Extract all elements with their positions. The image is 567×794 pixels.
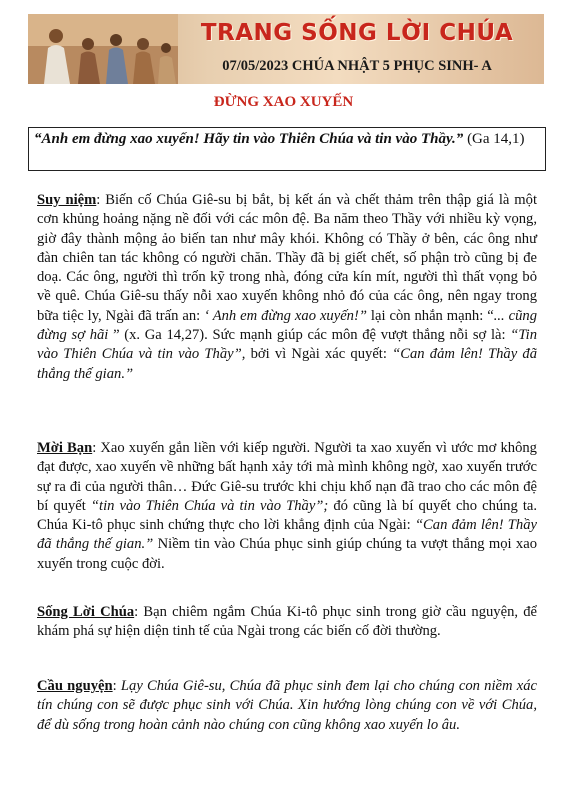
banner-illustration [28,14,178,84]
header-banner [28,14,544,84]
song-loi-chua-paragraph [37,603,537,642]
quote-reference: (Ga 14,1) [463,131,525,147]
italic-run: “Tin vào Thiên Chúa và tin vào Thầy”, [37,327,538,363]
italic-run: Lạy Chúa Giê-su, Chúa đã phục sinh đem lại cho chúng con niềm xác tín chúng con sẽ được phục sinh với Chúa. Xin hướng lòng chúng con về với Chúa, để dù sống trong hoàn cảnh nào chúng con cũng không xao xuyến lo âu. [37,678,538,733]
cau-nguyen-label: Cầu nguyện [37,678,113,694]
text-run: Niềm tin vào Chúa phục sinh giúp chúng ta vượt thắng mọi xao xuyến trong cuộc đời. [37,536,537,572]
date-line: 07/05/2023 CHÚA NHẬT 5 PHỤC SINH- A [222,58,492,74]
section-heading: ĐỪNG XAO XUYẾN [213,94,354,110]
italic-run: ‘ Anh em đừng xao xuyến!” [204,307,367,324]
text-run: : Bạn chiêm ngắm Chúa Ki-tô phục sinh trong giờ cầu nguyện, để khám phá sự hiện diện tinh tế của Ngài trong các biến cố đời thường. [37,604,538,640]
cau-nguyen-paragraph [37,677,537,735]
quote-text: “Anh em đừng xao xuyến! Hãy tin vào Thiên Chúa và tin vào Thầy.” [34,131,464,147]
italic-run: “Can đảm lên! Thầy đã thắng thế gian.” [37,517,537,553]
text-run: bởi vì Ngài xác quyết: [245,346,393,363]
text-run: : Xao xuyến gắn liền với kiếp người. Người ta xao xuyến vì ước mơ không đạt được, xao xuyến về những bất hạnh xảy tới mà mình không ngờ, xao xuyến trước sự ra đi của người thân… Đức Giê-su trước khi chịu khổ nạn đã trao cho các môn đệ bí quyết [37,440,537,514]
italic-run: ... cũng đừng sợ hãi [37,307,538,344]
text-run: đó cũng là bí quyết cho chúng ta. Chúa Ki-tô phục sinh chứng thực cho lời khẳng định của Ngài: [37,497,538,534]
scripture-quote-box [28,127,546,171]
suy-niem-paragraph [37,191,537,384]
page-title: TRANG SỐNG LỜI CHÚA [200,20,514,46]
moi-ban-label: Mời Bạn [37,440,93,456]
text-run: : Biến cố Chúa Giê-su bị bắt, bị kết án và chết thảm trên thập giá là một cơn khủng hoảng nặng nề đối với các môn đệ. Ba năm theo Thầy với nhiều kỳ vọng, giờ đây thành mộng ảo biến tan như mây khói. Không có Thầy ở bên, các ông như đàn chiên tan tác không có người chăn. Thầy đã bị giết chết, số phận trò cũng bị đe doạ. Các ông, người thì trốn kỹ trong nhà, đóng cửa kín mít, người thì thất vọng bỏ về quê. Chúa Giê-su thấy nỗi xao xuyến không nhỏ đó của các ông, nên ngay trong bữa tiệc ly, Ngài đã trấn an: [37,192,537,324]
text-run: : [112,678,121,694]
suy-niem-label: Suy niệm [37,192,97,208]
italic-run: “Can đảm lên! Thầy đã thắng thế gian.” [37,346,537,382]
song-loi-chua-label: Sống Lời Chúa [37,604,135,620]
text-run: ” (x. Ga 14,27). Sức mạnh giúp các môn đệ vượt thắng nỗi sợ là: [108,327,511,344]
text-run: lại còn nhắn mạnh: “ [366,307,494,324]
italic-run: “tin vào Thiên Chúa và tin vào Thầy”; [90,497,329,514]
moi-ban-paragraph [37,439,537,574]
